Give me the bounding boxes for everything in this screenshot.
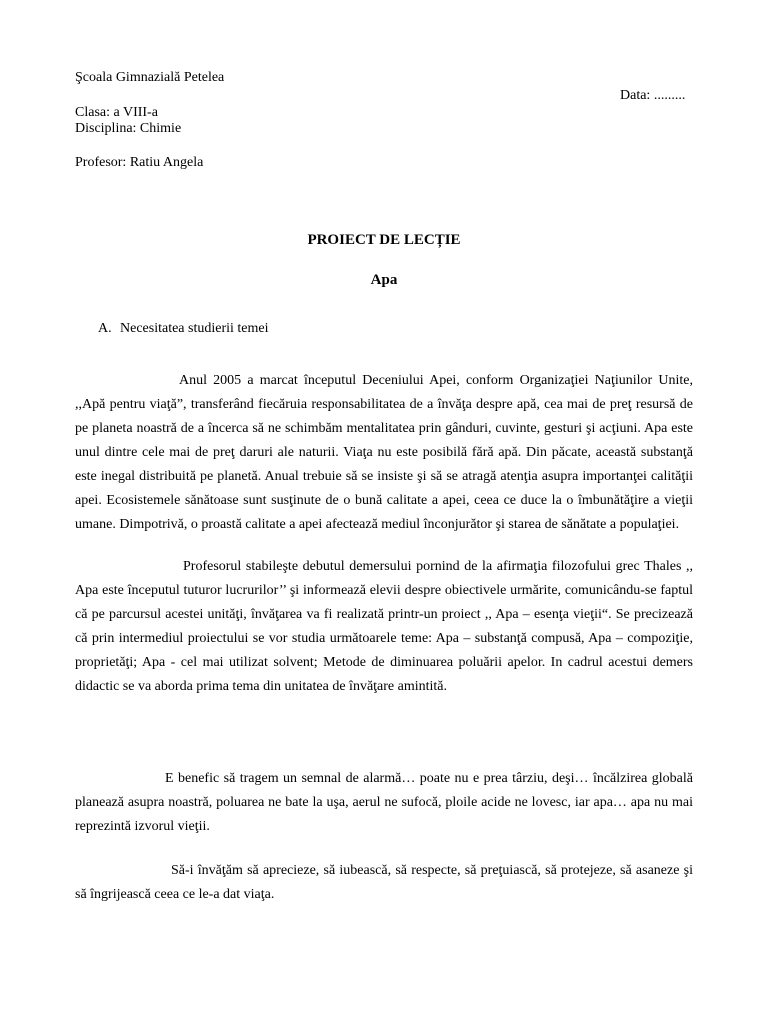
school-name: Şcoala Gimnazială Petelea: [75, 70, 225, 85]
page-title: PROIECT DE LECȚIE: [307, 232, 461, 248]
paragraph-2: [75, 555, 693, 699]
paragraph-3-text: E benefic să tragem un semnal de alarmă… poate nu e prea târziu, deşi… încălzirea globală planează asupra noastră, poluarea ne bate la uşa, aerul ne sufocă, ploile acide ne lovesc, iar apa… apa nu mai reprezintă izvorul vieţii.: [75, 771, 693, 834]
class-line: Clasa: a VIII-a: [75, 105, 158, 120]
paragraph-4-text: Să-i învăţăm să aprecieze, să iubească, să respecte, să preţuiască, să protejeze, să asaneze şi să îngrijească ceea ce le-a dat viaţa.: [75, 863, 693, 902]
paragraph-1: [75, 369, 693, 537]
paragraph-4: [75, 859, 693, 907]
page-subtitle: Apa: [370, 272, 398, 288]
section-label: Necesitatea studierii temei: [120, 321, 269, 336]
date-field: Data: .........: [620, 88, 686, 103]
section-letter: A.: [98, 321, 112, 336]
paragraph-3: [75, 767, 693, 839]
paragraph-1-text: Anul 2005 a marcat începutul Deceniului Apei, conform Organizaţiei Naţiunilor Unite, ,,Apă pentru viaţă”, transferând fiecăruia responsabilitatea de a învăţa despre apă, cea mai de preţ resursă de pe planeta noastră de a încerca să ne schimbăm mentalitatea prin gânduri, cuvinte, gesturi şi acţiuni. Apa este unul dintre cele mai de preţ daruri ale naturii. Viaţa nu este posibilă fără apă. Din păcate, această substanţă este inegal distribuită pe planetă. Anual trebuie să se insiste şi să se atragă atenţia asupra importanţei calităţii apei. Ecosistemele sănătoase sunt susţinute de o bună calitate a apei, ceea ce duce la o îmbunătăţire a vieţii umane. Dimpotrivă, o proastă calitate a apei afectează mediul înconjurător şi starea de sănătate a populaţiei.: [75, 373, 693, 532]
teacher-line: Profesor: Ratiu Angela: [75, 155, 204, 170]
discipline-line: Disciplina: Chimie: [75, 121, 182, 136]
paragraph-2-text: Profesorul stabileşte debutul demersului pornind de la afirmaţia filozofului grec Thales ,, Apa este începutul tuturor lucrurilor’’ şi informează elevii despre obiectivele urmărite, comunicându-se faptul că pe parcursul acestei unităţi, învăţarea va fi realizată printr-un proiect ,, Apa – esenţa vieţii“. Se precizează că prin intermediul proiectului se vor studia următoarele teme: Apa – substanţă compusă, Apa – compoziţie, proprietăţi; Apa - cel mai utilizat solvent; Metode de diminuarea poluării apelor. In cadrul acestui demers didactic se va aborda prima tema din unitatea de învăţare amintită.: [75, 559, 693, 694]
section-heading: [98, 321, 269, 337]
